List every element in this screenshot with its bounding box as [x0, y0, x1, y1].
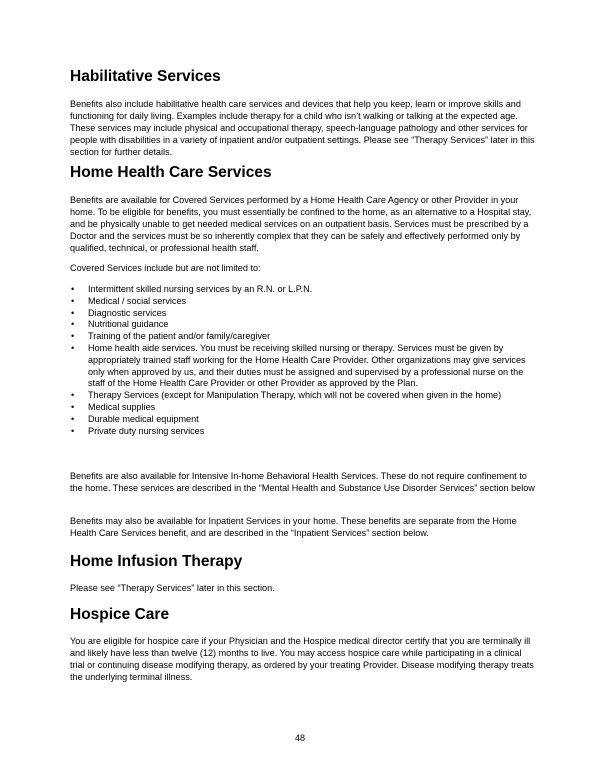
bullet-icon: • [71, 401, 75, 412]
hospice-paragraph: You are eligible for hospice care if your Physician and the Hospice medical director certify that you are terminally ill and likely have less than twelve (12) months to live. You may access hospice care while participating in a clinical trial or continuing disease modifying therapy, as ordered by your treating Provider. Disease modifying therapy treats the underlying terminal illness. [70, 636, 534, 682]
list-item: • Medical supplies [71, 401, 156, 412]
section-heading-hospice: Hospice Care [70, 606, 170, 623]
list-item: • Diagnostic services [71, 307, 167, 318]
list-item: • Private duty nursing services [71, 425, 205, 436]
section-heading-home-health: Home Health Care Services [70, 164, 272, 181]
home-health-paragraph: Benefits are available for Covered Services performed by a Home Health Care Agency or other Provider in your home. To be eligible for benefits, you must essentially be confined to the home, as an alternative to a Hospital stay, and be physically unable to get needed medical services on an outpatient basis. Services must be prescribed by a Doctor and the services must be so inherently complex that they can be safely and effectively performed only by qualified, technical, or professional health staff. [70, 195, 532, 253]
bullet-icon: • [71, 413, 75, 424]
list-item: • Nutritional guidance [71, 319, 169, 330]
bullet-icon: • [71, 307, 75, 318]
bullet-icon: • [71, 284, 75, 294]
list-item: • Intermittent skilled nursing services by an R.N. or L.P.N. [71, 284, 313, 294]
bullet-icon: • [71, 331, 75, 342]
home-infusion-paragraph: Please see “Therapy Services” later in this section. [70, 583, 275, 593]
bullet-icon: • [71, 390, 75, 401]
list-item: • Therapy Services (except for Manipulation Therapy, which will not be covered when given in the home) [71, 390, 502, 401]
bullet-icon: • [71, 319, 75, 330]
list-item: • Home health aide services. You must be receiving skilled nursing or therapy. Services must be given by appropriately trained staff working for the Home Health Care Provider. Other organizations may give services only when approved by us, and their duties must be assigned and supervised by a professional nurse on the staff of the Home Health Care Provider or other Provider as approved by the Plan. [71, 342, 526, 389]
section-heading-habilitative: Habilitative Services [70, 68, 221, 85]
list-item: • Medical / social services [71, 295, 187, 306]
page-number: 48 [294, 733, 306, 743]
list-item: • Durable medical equipment [71, 413, 199, 424]
intensive-in-home-paragraph: Benefits are also available for Intensive In-home Behavioral Health Services. These do not require confinement to the home. These services are described in the “Mental Health and Substance Use Disorder Services” section below [70, 471, 535, 493]
habilitative-paragraph: Benefits also include habilitative health care services and devices that help you keep, learn or improve skills and functioning for daily living. Examples include therapy for a child who isn’t walking or talking at the expected age. These services may include physical and occupational therapy, speech-language pathology and other services for people with disabilities in a variety of inpatient and/or outpatient settings. Please see “Therapy Services” later in this section for further details. [70, 99, 535, 157]
covered-services-list [70, 284, 536, 437]
covered-services-intro: Covered Services include but are not limited to: [70, 263, 261, 273]
bullet-icon: • [71, 342, 75, 353]
bullet-icon: • [71, 295, 75, 306]
list-item: • Training of the patient and/or family/caregiver [71, 331, 271, 342]
inpatient-home-paragraph: Benefits may also be available for Inpatient Services in your home. These benefits are separate from the Home Health Care Services benefit, and are described in the “Inpatient Services” section below. [70, 516, 517, 538]
bullet-icon: • [71, 425, 75, 436]
section-heading-home-infusion: Home Infusion Therapy [70, 553, 243, 570]
